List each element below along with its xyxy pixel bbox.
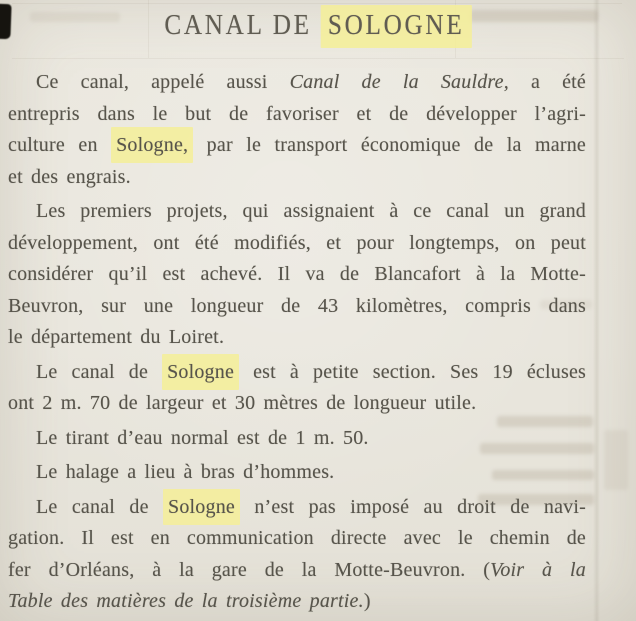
text-segment: Voir à la xyxy=(490,558,586,581)
text-line xyxy=(8,130,586,162)
highlighted-text: Sologne xyxy=(163,489,240,525)
text-line xyxy=(8,457,586,489)
text-segment: Les premiers projets, qui assignaient à ce canal un grand xyxy=(36,200,586,222)
page-fold-shadow xyxy=(593,0,600,621)
text-segment: n’est pas imposé au droit de navi- xyxy=(240,495,587,518)
text-segment: Canal de la Sauldre, xyxy=(289,71,509,93)
text-segment: Table des matières de la troisième partie. xyxy=(8,590,364,612)
text-line xyxy=(8,523,586,555)
text-segment: développement, ont été modifiés, et pour longtemps, on peut xyxy=(8,231,586,254)
text-line xyxy=(8,162,586,194)
paragraph xyxy=(8,492,586,618)
text-line xyxy=(8,99,586,131)
paragraph xyxy=(8,357,586,420)
text-segment: Le canal de xyxy=(36,495,164,518)
text-segment: ) xyxy=(363,590,371,612)
paragraph xyxy=(8,423,586,455)
paragraph xyxy=(8,196,586,354)
text-segment: le département du Loiret. xyxy=(8,326,225,348)
text-segment: Le halage a lieu à bras d’hommes. xyxy=(36,461,335,483)
text-segment: a été xyxy=(508,71,586,93)
page-title xyxy=(32,0,604,44)
text-segment: ont 2 m. 70 de largeur et 30 mètres de longueur utile. xyxy=(8,392,477,414)
highlighted-text: SOLOGNE xyxy=(321,5,472,48)
text-line xyxy=(8,322,586,354)
text-segment: gation. Il est en communication directe avec le chemin de xyxy=(8,527,586,549)
text-line xyxy=(8,492,586,524)
paragraph xyxy=(8,457,586,489)
text-line xyxy=(8,586,586,618)
highlighted-text: Sologne xyxy=(162,354,239,390)
ink-bleedthrough xyxy=(604,430,628,490)
text-segment: considérer qu’il est achevé. Il va de Blancafort à la Motte- xyxy=(8,263,586,285)
text-line xyxy=(8,291,586,323)
text-segment: Le canal de xyxy=(36,360,163,383)
paragraph xyxy=(8,67,586,193)
scan-corner-artifact xyxy=(0,4,12,39)
text-line xyxy=(8,357,586,389)
text-segment: Beuvron, sur une longueur de 43 kilomètres, compris dans xyxy=(8,294,586,317)
text-segment: CANAL DE xyxy=(164,10,321,41)
text-segment: culture en xyxy=(8,134,112,156)
text-line xyxy=(8,196,586,228)
text-segment: fer d’Orléans, à la gare de la Motte-Beuvron. ( xyxy=(8,558,491,581)
text-line xyxy=(8,67,586,99)
text-line xyxy=(8,555,586,587)
text-segment: Le tirant d’eau normal est de 1 m. 50. xyxy=(36,426,369,449)
document-body xyxy=(8,67,586,618)
highlighted-text: Sologne, xyxy=(111,127,193,163)
text-segment: par le transport économique de la marne xyxy=(193,134,586,156)
text-line xyxy=(8,259,586,291)
text-line xyxy=(8,228,586,260)
text-segment: et des engrais. xyxy=(8,165,131,188)
text-segment: Ce canal, appelé aussi xyxy=(36,71,290,93)
text-segment: est à petite section. Ses 19 écluses xyxy=(239,360,587,383)
text-line xyxy=(8,423,586,455)
text-line xyxy=(8,388,586,420)
bleedthrough-rule xyxy=(12,58,624,59)
text-segment: entrepris dans le but de favoriser et de développer l’agri- xyxy=(8,102,586,125)
